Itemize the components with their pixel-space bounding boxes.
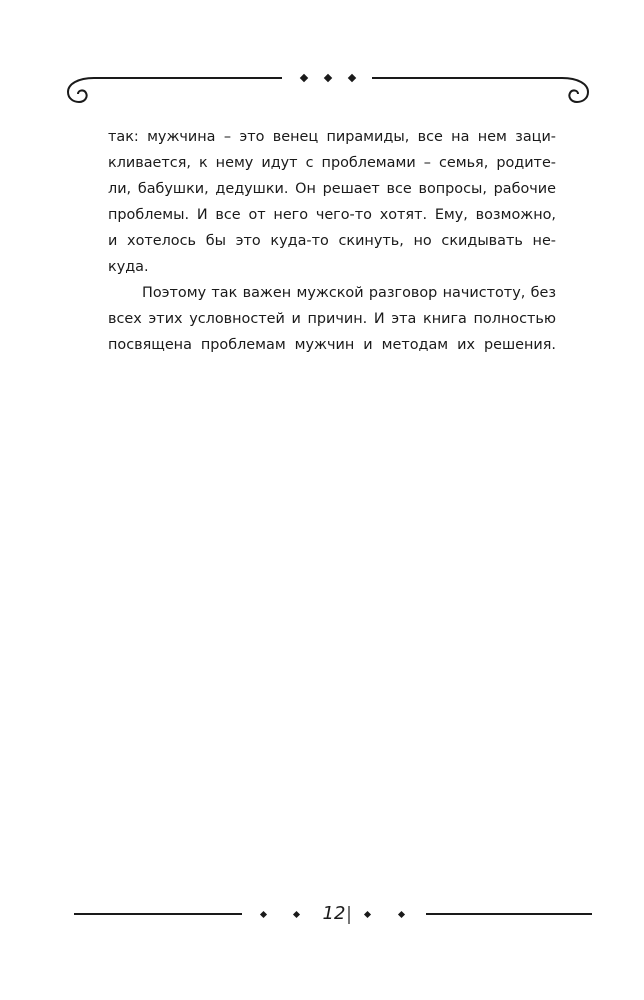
text-line: так: мужчина – это венец пирамиды, все на нем заци- xyxy=(108,129,556,145)
left-curl-ornament xyxy=(68,78,282,102)
diamond-icon xyxy=(348,74,356,82)
right-curl-ornament xyxy=(372,78,588,102)
diamond-icon xyxy=(364,911,371,918)
paragraph-2 xyxy=(108,280,556,358)
text-line: всех этих условностей и причин. И эта книга полностью xyxy=(108,311,556,327)
text-line: куда. xyxy=(108,259,149,275)
text-line: посвящена проблемам мужчин и методам их решения. xyxy=(108,337,556,353)
paragraph-1 xyxy=(108,124,556,280)
diamond-icon xyxy=(300,74,308,82)
text-line: проблемы. И все от него чего-то хотят. Ему, возможно, xyxy=(108,207,556,223)
diamond-icon xyxy=(260,911,267,918)
diamond-icon xyxy=(293,911,300,918)
text-line: Поэтому так важен мужской разговор начистоту, без xyxy=(142,285,556,301)
page-number: 12 xyxy=(322,903,346,924)
diamond-icon xyxy=(398,911,405,918)
text-line: и хотелось бы это куда-то скинуть, но скидывать не- xyxy=(108,233,556,249)
text-line: ли, бабушки, дедушки. Он решает все вопросы, рабочие xyxy=(108,181,556,197)
diamond-icon xyxy=(324,74,332,82)
body-text xyxy=(108,124,556,358)
text-line: кливается, к нему идут с проблемами – семья, родите- xyxy=(108,155,556,171)
header-ornament xyxy=(60,62,596,104)
